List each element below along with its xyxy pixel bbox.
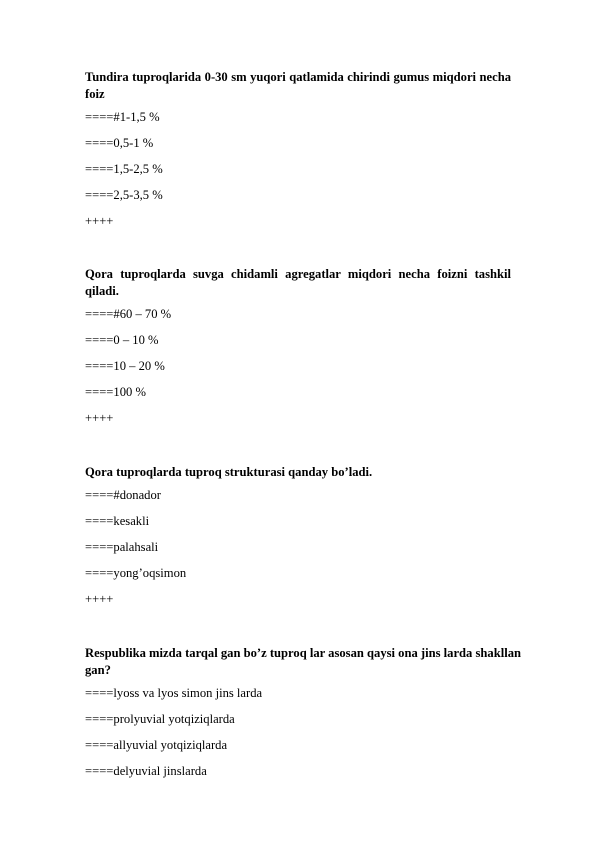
answer-option: ====0 – 10 % <box>85 333 159 347</box>
answer-option: ====#donador <box>85 488 161 502</box>
question-block-4 <box>85 645 521 779</box>
question-block-3 <box>85 464 511 607</box>
question-separator: ++++ <box>85 411 114 425</box>
answer-option: ====lyoss va lyos simon jins larda <box>85 686 263 700</box>
answer-option: ====100 % <box>85 385 146 399</box>
question-text: Qora tuproqlarda tuproq strukturasi qanday bo’ladi. <box>85 465 373 479</box>
answer-option: ====delyuvial jinslarda <box>85 764 207 778</box>
answer-option: ====2,5-3,5 % <box>85 188 163 202</box>
answer-option: ====#1-1,5 % <box>85 110 160 124</box>
answer-option: ====kesakli <box>85 514 150 528</box>
question-text: Respublika mizda tarqal gan bo’z tuproq lar asosan qaysi ona jins larda shakllan gan? <box>85 646 521 677</box>
question-text: Tundira tuproqlarida 0-30 sm yuqori qatlamida chirindi gumus miqdori necha foiz <box>85 70 511 101</box>
question-block-1 <box>85 69 511 229</box>
answer-option: ====10 – 20 % <box>85 359 165 373</box>
answer-option: ====palahsali <box>85 540 159 554</box>
question-text: Qora tuproqlarda suvga chidamli agregatlar miqdori necha foizni tashkil qiladi. <box>85 267 511 298</box>
question-separator: ++++ <box>85 592 114 606</box>
answer-option: ====0,5-1 % <box>85 136 154 150</box>
answer-option: ====#60 – 70 % <box>85 307 172 321</box>
question-block-2 <box>85 266 511 426</box>
answer-option: ====allyuvial yotqiziqlarda <box>85 738 228 752</box>
answer-option: ====1,5-2,5 % <box>85 162 163 176</box>
answer-option: ====prolyuvial yotqiziqlarda <box>85 712 235 726</box>
question-separator: ++++ <box>85 214 114 228</box>
answer-option: ====yong’oqsimon <box>85 566 187 580</box>
